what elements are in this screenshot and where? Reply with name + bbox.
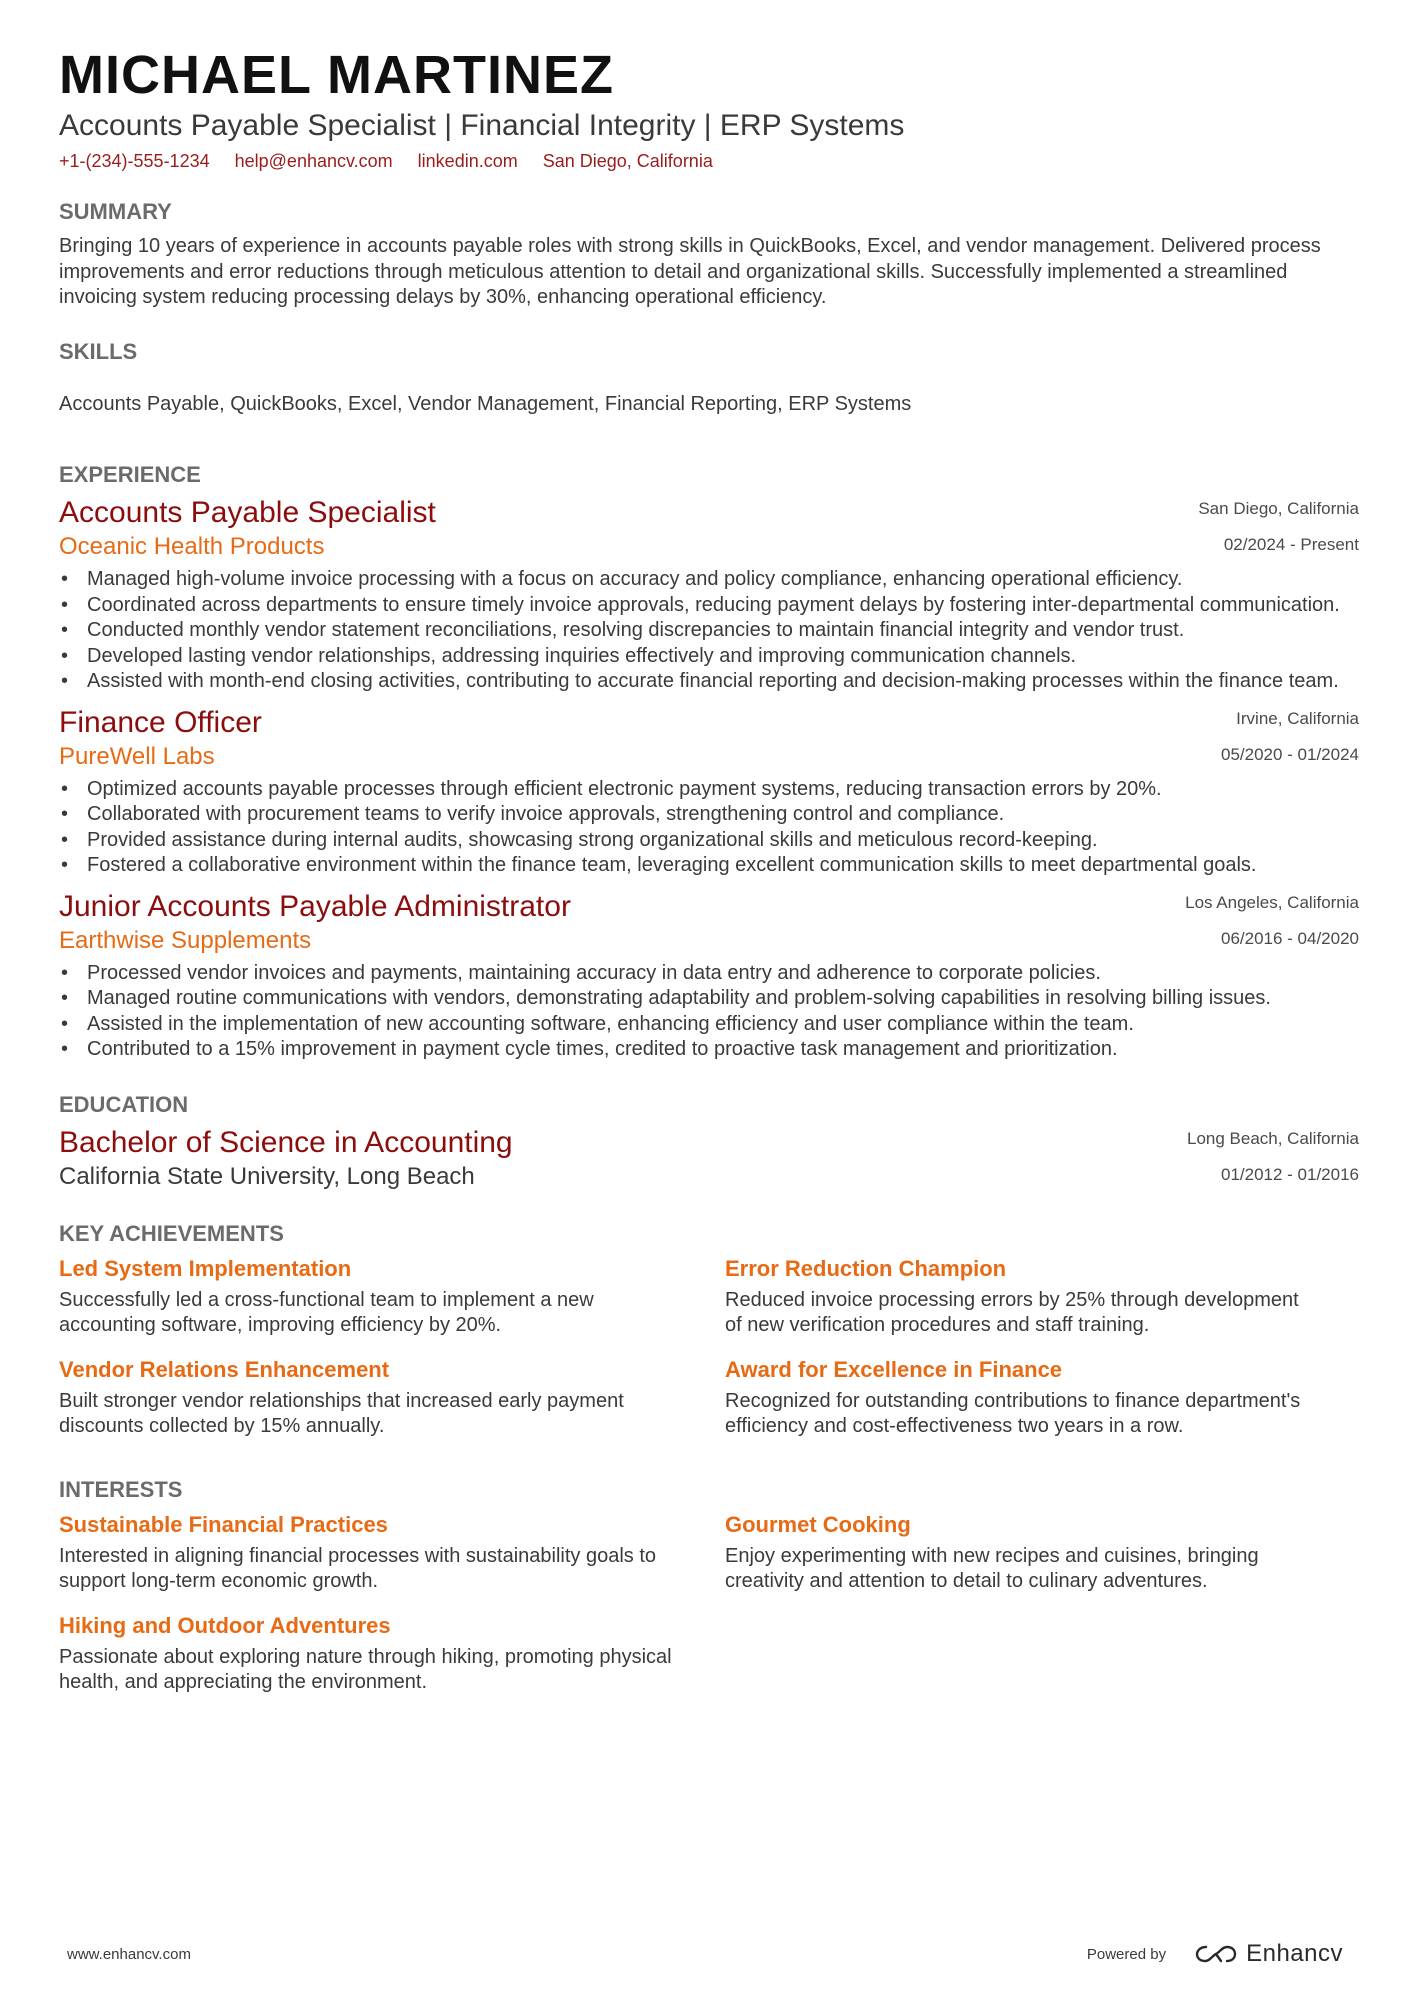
job-dates: 05/2020 - 01/2024	[1220, 744, 1359, 764]
bullet-item: • Developed lasting vendor relationships, addressing inquiries effectively and improving communication channels.	[59, 644, 1359, 670]
achievement-title: Led System Implementation	[59, 1255, 352, 1281]
summary-text: Bringing 10 years of experience in accounts payable roles with strong skills in QuickBooks, Excel, and vendor management. Delivered process improvements and error reductions through meticulous attention to detail and organizational skills. Successfully implemented a streamlined invoicing system reducing processing delays by 30%, enhancing operational efficiency.	[59, 235, 1321, 308]
bullet-item: • Optimized accounts payable processes through efficient electronic payment systems, reducing transaction errors by 20%.	[59, 777, 1359, 803]
company-name: PureWell Labs	[59, 742, 215, 770]
interest-card	[725, 1510, 1359, 1595]
achievement-card	[725, 1355, 1359, 1440]
education-section	[59, 1091, 1359, 1193]
education-dates: 01/2012 - 01/2016	[1220, 1164, 1359, 1184]
achievement-card	[59, 1355, 725, 1440]
bullet-item: • Managed high-volume invoice processing with a focus on accuracy and policy compliance, enhancing operational efficiency.	[59, 567, 1359, 593]
section-title-achievements: KEY ACHIEVEMENTS	[59, 1220, 284, 1246]
interest-text: Interested in aligning financial processes with sustainability goals to support long-term economic growth.	[59, 1544, 657, 1592]
interest-title: Gourmet Cooking	[725, 1511, 911, 1537]
skills-text: Accounts Payable, QuickBooks, Excel, Vendor Management, Financial Reporting, ERP Systems	[59, 392, 912, 415]
bullet-item: • Collaborated with procurement teams to verify invoice approvals, strengthening control and compliance.	[59, 802, 1359, 828]
section-title-education: EDUCATION	[59, 1091, 189, 1117]
section-title-experience: EXPERIENCE	[59, 462, 201, 487]
job-title: Accounts Payable Specialist	[59, 496, 436, 529]
education-entry	[59, 1125, 1359, 1193]
interests-section	[59, 1476, 1359, 1712]
skills-section	[59, 338, 1359, 418]
bullet-item: • Conducted monthly vendor statement reconciliations, resolving discrepancies to maintain financial integrity and vendor trust.	[59, 618, 1359, 644]
job-title: Finance Officer	[59, 705, 262, 739]
bullet-item: • Contributed to a 15% improvement in payment cycle times, credited to proactive task management and prioritization.	[59, 1037, 1359, 1063]
job-location: Irvine, California	[1236, 708, 1359, 728]
interest-title: Sustainable Financial Practices	[59, 1511, 388, 1537]
email-link[interactable]: help@enhancv.com	[234, 151, 393, 171]
location-text: San Diego, California	[542, 151, 713, 171]
section-title-skills: SKILLS	[59, 338, 138, 364]
achievement-text: Recognized for outstanding contributions to finance department's efficiency and cost-effectiveness two years in a row.	[725, 1389, 1301, 1437]
achievement-text: Reduced invoice processing errors by 25% through development of new verification procedures and staff training.	[725, 1288, 1299, 1336]
powered-by-label: Powered by	[1086, 1945, 1167, 1963]
resume-page	[59, 44, 1359, 1712]
candidate-name: MICHAEL MARTINEZ	[59, 45, 614, 105]
job-bullets	[59, 567, 1359, 695]
summary-section	[59, 198, 1359, 311]
candidate-headline: Accounts Payable Specialist | Financial Integrity | ERP Systems	[59, 109, 905, 142]
job-dates: 02/2024 - Present	[1223, 535, 1359, 554]
experience-entry	[59, 705, 1359, 879]
job-location: San Diego, California	[1198, 499, 1359, 518]
page-footer	[67, 1940, 1343, 1968]
degree-title: Bachelor of Science in Accounting	[59, 1125, 513, 1159]
interest-card	[59, 1510, 725, 1595]
section-title-summary: SUMMARY	[59, 199, 172, 224]
company-name: Oceanic Health Products	[59, 533, 325, 560]
bullet-item: • Managed routine communications with vendors, demonstrating adaptability and problem-solving capabilities in resolving billing issues.	[59, 986, 1359, 1012]
linkedin-link[interactable]: linkedin.com	[417, 151, 518, 171]
bullet-item: • Fostered a collaborative environment within the finance team, leveraging excellent communication skills to meet departmental goals.	[59, 853, 1359, 879]
interest-text: Enjoy experimenting with new recipes and cuisines, bringing creativity and attention to detail to culinary adventures.	[725, 1544, 1259, 1592]
bullet-item: • Provided assistance during internal audits, showcasing strong organizational skills and meticulous record-keeping.	[59, 828, 1359, 854]
interest-card	[59, 1611, 725, 1696]
achievement-card	[725, 1254, 1359, 1339]
achievement-text: Successfully led a cross-functional team to implement a new accounting software, improving efficiency by 20%.	[59, 1288, 594, 1336]
experience-section	[59, 461, 1359, 1063]
achievement-title: Error Reduction Champion	[725, 1255, 1007, 1281]
footer-site-link[interactable]: www.enhancv.com	[67, 1945, 191, 1963]
job-title: Junior Accounts Payable Administrator	[59, 889, 571, 923]
achievement-title: Vendor Relations Enhancement	[59, 1356, 390, 1382]
achievement-text: Built stronger vendor relationships that increased early payment discounts collected by 15% annually.	[59, 1389, 624, 1437]
job-location: Los Angeles, California	[1185, 892, 1359, 912]
achievement-card	[59, 1254, 725, 1339]
enhancv-logo-icon	[1194, 1942, 1238, 1966]
bullet-item: • Assisted in the implementation of new accounting software, enhancing efficiency and user compliance within the team.	[59, 1012, 1359, 1038]
education-location: Long Beach, California	[1186, 1128, 1359, 1148]
resume-header	[59, 44, 1359, 173]
experience-entry	[59, 889, 1359, 1063]
company-name: Earthwise Supplements	[59, 926, 312, 954]
interest-text: Passionate about exploring nature through hiking, promoting physical health, and appreciating the environment.	[59, 1645, 672, 1693]
powered-by	[1087, 1940, 1343, 1968]
job-dates: 06/2016 - 04/2020	[1220, 928, 1359, 948]
contact-info	[59, 149, 1359, 173]
bullet-item: • Coordinated across departments to ensure timely invoice approvals, reducing payment delays by fostering inter-departmental communication.	[59, 593, 1359, 619]
job-bullets	[59, 961, 1359, 1063]
interest-title: Hiking and Outdoor Adventures	[59, 1612, 391, 1638]
brand-name: Enhancv	[1246, 1940, 1343, 1967]
achievement-title: Award for Excellence in Finance	[725, 1356, 1063, 1382]
school-name: California State University, Long Beach	[59, 1162, 475, 1190]
bullet-item: • Assisted with month-end closing activities, contributing to accurate financial reporting and decision-making processes within the finance team.	[59, 669, 1359, 695]
achievements-section	[59, 1220, 1359, 1456]
section-title-interests: INTERESTS	[59, 1476, 183, 1502]
phone-link[interactable]: +1-(234)-555-1234	[59, 151, 210, 171]
bullet-item: • Processed vendor invoices and payments, maintaining accuracy in data entry and adherence to corporate policies.	[59, 961, 1359, 987]
experience-entry	[59, 495, 1359, 695]
job-bullets	[59, 777, 1359, 879]
